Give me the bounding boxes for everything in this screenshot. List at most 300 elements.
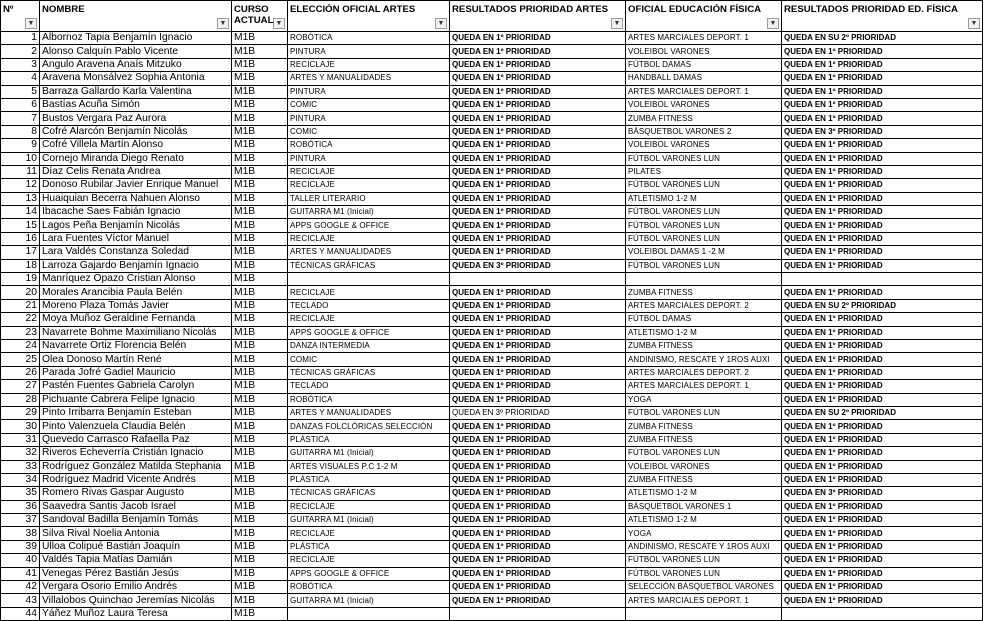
cell-res-artes[interactable]: QUEDA EN 1º PRIORIDAD [450, 380, 626, 393]
cell-res-edfis[interactable]: QUEDA EN 3º PRIORIDAD [782, 487, 983, 500]
cell-res-edfis[interactable]: QUEDA EN 1º PRIORIDAD [782, 165, 983, 178]
cell-res-artes[interactable]: QUEDA EN 1º PRIORIDAD [450, 313, 626, 326]
cell-num[interactable]: 14 [1, 206, 40, 219]
cell-nombre[interactable]: Rodríguez González Matilda Stephania [40, 460, 232, 473]
cell-res-artes[interactable]: QUEDA EN 1º PRIORIDAD [450, 487, 626, 500]
cell-curso[interactable]: M1B [232, 473, 288, 486]
cell-curso[interactable]: M1B [232, 232, 288, 245]
cell-curso[interactable]: M1B [232, 326, 288, 339]
cell-curso[interactable]: M1B [232, 313, 288, 326]
cell-curso[interactable]: M1B [232, 581, 288, 594]
cell-curso[interactable]: M1B [232, 514, 288, 527]
cell-edfis[interactable]: VOLEIBOL DAMAS 1 -2 M [626, 246, 782, 259]
cell-artes[interactable]: RECICLAJE [288, 179, 450, 192]
cell-nombre[interactable]: Saavedra Santis Jacob Israel [40, 500, 232, 513]
cell-curso[interactable]: M1B [232, 165, 288, 178]
cell-curso[interactable]: M1B [232, 393, 288, 406]
cell-res-artes[interactable] [450, 273, 626, 286]
cell-num[interactable]: 39 [1, 540, 40, 553]
cell-artes[interactable] [288, 607, 450, 620]
cell-curso[interactable]: M1B [232, 125, 288, 138]
cell-num[interactable]: 12 [1, 179, 40, 192]
cell-nombre[interactable]: Olea Donoso Martín René [40, 353, 232, 366]
filter-dropdown-icon[interactable]: ▼ [435, 18, 447, 29]
cell-res-edfis[interactable]: QUEDA EN 1º PRIORIDAD [782, 152, 983, 165]
cell-nombre[interactable]: Venegas Pérez Bastián Jesús [40, 567, 232, 580]
cell-edfis[interactable]: ATLETISMO 1-2 M [626, 514, 782, 527]
cell-artes[interactable]: PINTURA [288, 45, 450, 58]
cell-num[interactable]: 9 [1, 139, 40, 152]
cell-artes[interactable]: ROBÓTICA [288, 581, 450, 594]
cell-curso[interactable]: M1B [232, 527, 288, 540]
cell-edfis[interactable]: ATLETISMO 1-2 M [626, 487, 782, 500]
cell-artes[interactable]: APPS GOOGLE & OFFICE [288, 326, 450, 339]
cell-num[interactable]: 18 [1, 259, 40, 272]
cell-artes[interactable]: RECICLAJE [288, 527, 450, 540]
cell-res-edfis[interactable]: QUEDA EN 1º PRIORIDAD [782, 594, 983, 607]
cell-res-artes[interactable]: QUEDA EN 1º PRIORIDAD [450, 299, 626, 312]
cell-edfis[interactable] [626, 273, 782, 286]
cell-artes[interactable] [288, 273, 450, 286]
cell-res-edfis[interactable]: QUEDA EN 1º PRIORIDAD [782, 567, 983, 580]
cell-num[interactable]: 15 [1, 219, 40, 232]
cell-nombre[interactable]: Morales Arancibia Paula Belén [40, 286, 232, 299]
cell-num[interactable]: 23 [1, 326, 40, 339]
filter-dropdown-icon[interactable]: ▼ [273, 18, 285, 29]
cell-num[interactable]: 37 [1, 514, 40, 527]
cell-res-artes[interactable]: QUEDA EN 1º PRIORIDAD [450, 152, 626, 165]
cell-edfis[interactable]: FÚTBOL VARONES LUN [626, 554, 782, 567]
cell-edfis[interactable]: FÚTBOL VARONES LUN [626, 447, 782, 460]
cell-edfis[interactable]: SELECCIÓN BÁSQUETBOL VARONES [626, 581, 782, 594]
cell-artes[interactable]: ROBÓTICA [288, 139, 450, 152]
cell-res-edfis[interactable]: QUEDA EN 1º PRIORIDAD [782, 420, 983, 433]
cell-num[interactable]: 25 [1, 353, 40, 366]
cell-artes[interactable]: ROBÓTICA [288, 32, 450, 45]
cell-nombre[interactable]: Donoso Rubilar Javier Enrique Manuel [40, 179, 232, 192]
cell-edfis[interactable]: VOLEIBOL VARONES [626, 98, 782, 111]
cell-res-artes[interactable]: QUEDA EN 1º PRIORIDAD [450, 554, 626, 567]
column-header-num[interactable] [1, 1, 40, 32]
cell-num[interactable]: 10 [1, 152, 40, 165]
cell-num[interactable]: 42 [1, 581, 40, 594]
cell-res-artes[interactable]: QUEDA EN 1º PRIORIDAD [450, 45, 626, 58]
cell-edfis[interactable] [626, 607, 782, 620]
cell-res-artes[interactable]: QUEDA EN 1º PRIORIDAD [450, 594, 626, 607]
cell-curso[interactable]: M1B [232, 45, 288, 58]
cell-nombre[interactable]: Cofré Alarcón Benjamín Nicolás [40, 125, 232, 138]
cell-edfis[interactable]: YOGA [626, 393, 782, 406]
cell-curso[interactable]: M1B [232, 179, 288, 192]
cell-num[interactable]: 34 [1, 473, 40, 486]
cell-res-edfis[interactable]: QUEDA EN 1º PRIORIDAD [782, 447, 983, 460]
cell-num[interactable]: 13 [1, 192, 40, 205]
cell-res-edfis[interactable]: QUEDA EN 1º PRIORIDAD [782, 219, 983, 232]
cell-artes[interactable]: APPS GOOGLE & OFFICE [288, 219, 450, 232]
cell-artes[interactable]: APPS GOOGLE & OFFICE [288, 567, 450, 580]
cell-artes[interactable]: RECICLAJE [288, 232, 450, 245]
column-header-curso[interactable] [232, 1, 288, 32]
cell-nombre[interactable]: Bastías Acuña Simón [40, 98, 232, 111]
cell-num[interactable]: 29 [1, 406, 40, 419]
cell-nombre[interactable]: Moya Muñoz Geraldine Fernanda [40, 313, 232, 326]
cell-artes[interactable]: ARTES Y MANUALIDADES [288, 72, 450, 85]
cell-res-artes[interactable]: QUEDA EN 1º PRIORIDAD [450, 192, 626, 205]
cell-artes[interactable]: PLÁSTICA [288, 473, 450, 486]
cell-res-artes[interactable]: QUEDA EN 1º PRIORIDAD [450, 112, 626, 125]
cell-res-artes[interactable]: QUEDA EN 1º PRIORIDAD [450, 165, 626, 178]
cell-res-edfis[interactable]: QUEDA EN 1º PRIORIDAD [782, 326, 983, 339]
cell-res-artes[interactable]: QUEDA EN 1º PRIORIDAD [450, 206, 626, 219]
cell-res-edfis[interactable]: QUEDA EN 1º PRIORIDAD [782, 353, 983, 366]
cell-edfis[interactable]: ARTES MARCIALES DEPORT. 2 [626, 366, 782, 379]
cell-res-edfis[interactable]: QUEDA EN 1º PRIORIDAD [782, 246, 983, 259]
cell-edfis[interactable]: FÚTBOL VARONES LUN [626, 179, 782, 192]
cell-res-edfis[interactable]: QUEDA EN 1º PRIORIDAD [782, 58, 983, 71]
cell-edfis[interactable]: ZUMBA FITNESS [626, 112, 782, 125]
cell-num[interactable]: 26 [1, 366, 40, 379]
filter-dropdown-icon[interactable]: ▼ [968, 18, 980, 29]
cell-artes[interactable]: COMIC [288, 98, 450, 111]
cell-nombre[interactable]: Villalobos Quinchao Jeremías Nicolás [40, 594, 232, 607]
cell-edfis[interactable]: HANDBALL DAMAS [626, 72, 782, 85]
cell-num[interactable]: 33 [1, 460, 40, 473]
cell-num[interactable]: 17 [1, 246, 40, 259]
filter-dropdown-icon[interactable]: ▼ [611, 18, 623, 29]
cell-res-edfis[interactable]: QUEDA EN 1º PRIORIDAD [782, 460, 983, 473]
cell-artes[interactable]: RECICLAJE [288, 500, 450, 513]
cell-num[interactable]: 20 [1, 286, 40, 299]
cell-edfis[interactable]: FÚTBOL DAMAS [626, 58, 782, 71]
cell-res-edfis[interactable]: QUEDA EN 1º PRIORIDAD [782, 259, 983, 272]
cell-num[interactable]: 30 [1, 420, 40, 433]
cell-artes[interactable]: TECLADO [288, 380, 450, 393]
cell-artes[interactable]: ARTES Y MANUALIDADES [288, 246, 450, 259]
cell-edfis[interactable]: ZUMBA FITNESS [626, 286, 782, 299]
cell-res-edfis[interactable]: QUEDA EN 1º PRIORIDAD [782, 98, 983, 111]
cell-nombre[interactable]: Riveros Echeverría Cristián Ignacio [40, 447, 232, 460]
cell-res-edfis[interactable] [782, 607, 983, 620]
cell-edfis[interactable]: VOLEIBOL VARONES [626, 45, 782, 58]
cell-res-edfis[interactable]: QUEDA EN 1º PRIORIDAD [782, 540, 983, 553]
cell-res-artes[interactable]: QUEDA EN 3º PRIORIDAD [450, 259, 626, 272]
cell-res-edfis[interactable]: QUEDA EN 1º PRIORIDAD [782, 514, 983, 527]
cell-res-artes[interactable]: QUEDA EN 1º PRIORIDAD [450, 393, 626, 406]
cell-res-artes[interactable]: QUEDA EN 1º PRIORIDAD [450, 139, 626, 152]
cell-res-edfis[interactable]: QUEDA EN 1º PRIORIDAD [782, 139, 983, 152]
cell-res-artes[interactable]: QUEDA EN 1º PRIORIDAD [450, 433, 626, 446]
cell-edfis[interactable]: FÚTBOL VARONES LUN [626, 567, 782, 580]
cell-edfis[interactable]: ARTES MARCIALES DEPORT. 1 [626, 594, 782, 607]
cell-curso[interactable]: M1B [232, 380, 288, 393]
cell-res-edfis[interactable]: QUEDA EN 1º PRIORIDAD [782, 393, 983, 406]
cell-num[interactable]: 4 [1, 72, 40, 85]
cell-res-edfis[interactable]: QUEDA EN 1º PRIORIDAD [782, 527, 983, 540]
cell-edfis[interactable]: ZUMBA FITNESS [626, 473, 782, 486]
cell-res-artes[interactable]: QUEDA EN 1º PRIORIDAD [450, 125, 626, 138]
cell-edfis[interactable]: VOLEIBOL VARONES [626, 139, 782, 152]
cell-edfis[interactable]: FÚTBOL VARONES LUN [626, 152, 782, 165]
cell-curso[interactable]: M1B [232, 206, 288, 219]
cell-res-artes[interactable]: QUEDA EN 1º PRIORIDAD [450, 72, 626, 85]
cell-curso[interactable]: M1B [232, 85, 288, 98]
cell-curso[interactable]: M1B [232, 594, 288, 607]
cell-res-artes[interactable]: QUEDA EN 1º PRIORIDAD [450, 32, 626, 45]
cell-edfis[interactable]: FÚTBOL VARONES LUN [626, 206, 782, 219]
cell-curso[interactable]: M1B [232, 98, 288, 111]
cell-num[interactable]: 32 [1, 447, 40, 460]
cell-curso[interactable]: M1B [232, 460, 288, 473]
filter-dropdown-icon[interactable]: ▼ [767, 18, 779, 29]
cell-curso[interactable]: M1B [232, 219, 288, 232]
cell-res-artes[interactable]: QUEDA EN 1º PRIORIDAD [450, 447, 626, 460]
cell-artes[interactable]: PLÁSTICA [288, 433, 450, 446]
cell-curso[interactable]: M1B [232, 152, 288, 165]
cell-artes[interactable]: RECICLAJE [288, 58, 450, 71]
cell-num[interactable]: 2 [1, 45, 40, 58]
column-header-edfis[interactable] [626, 1, 782, 32]
column-header-res-edfis[interactable] [782, 1, 983, 32]
cell-artes[interactable]: GUITARRA M1 (Inicial) [288, 514, 450, 527]
cell-edfis[interactable]: ZUMBA FITNESS [626, 420, 782, 433]
cell-nombre[interactable]: Cofré Villela Martín Alonso [40, 139, 232, 152]
cell-nombre[interactable]: Angulo Aravena Anaís Mitzuko [40, 58, 232, 71]
cell-nombre[interactable]: Lara Valdés Constanza Soledad [40, 246, 232, 259]
cell-curso[interactable]: M1B [232, 447, 288, 460]
cell-curso[interactable]: M1B [232, 353, 288, 366]
cell-res-edfis[interactable]: QUEDA EN 1º PRIORIDAD [782, 232, 983, 245]
cell-curso[interactable]: M1B [232, 406, 288, 419]
cell-artes[interactable]: PLÁSTICA [288, 540, 450, 553]
cell-curso[interactable]: M1B [232, 366, 288, 379]
cell-curso[interactable]: M1B [232, 540, 288, 553]
cell-num[interactable]: 1 [1, 32, 40, 45]
cell-res-edfis[interactable]: QUEDA EN 1º PRIORIDAD [782, 286, 983, 299]
cell-curso[interactable]: M1B [232, 554, 288, 567]
cell-edfis[interactable]: ATLETISMO 1-2 M [626, 326, 782, 339]
cell-artes[interactable]: PINTURA [288, 85, 450, 98]
cell-res-edfis[interactable]: QUEDA EN 1º PRIORIDAD [782, 179, 983, 192]
cell-curso[interactable]: M1B [232, 420, 288, 433]
cell-edfis[interactable]: YOGA [626, 527, 782, 540]
cell-curso[interactable]: M1B [232, 259, 288, 272]
cell-res-edfis[interactable]: QUEDA EN 1º PRIORIDAD [782, 473, 983, 486]
cell-artes[interactable]: RECICLAJE [288, 286, 450, 299]
cell-edfis[interactable]: ZUMBA FITNESS [626, 433, 782, 446]
cell-res-artes[interactable]: QUEDA EN 3º PRIORIDAD [450, 406, 626, 419]
column-header-res-artes[interactable] [450, 1, 626, 32]
cell-curso[interactable]: M1B [232, 112, 288, 125]
cell-res-edfis[interactable]: QUEDA EN 1º PRIORIDAD [782, 581, 983, 594]
cell-res-edfis[interactable]: QUEDA EN 3º PRIORIDAD [782, 125, 983, 138]
cell-nombre[interactable]: Silva Rival Noelia Antonia [40, 527, 232, 540]
filter-dropdown-icon[interactable]: ▼ [217, 18, 229, 29]
cell-res-edfis[interactable]: QUEDA EN 1º PRIORIDAD [782, 112, 983, 125]
cell-res-artes[interactable]: QUEDA EN 1º PRIORIDAD [450, 527, 626, 540]
cell-nombre[interactable]: Barraza Gallardo Karla Valentina [40, 85, 232, 98]
cell-res-artes[interactable]: QUEDA EN 1º PRIORIDAD [450, 500, 626, 513]
cell-res-edfis[interactable]: QUEDA EN SU 2º PRIORIDAD [782, 406, 983, 419]
cell-res-artes[interactable]: QUEDA EN 1º PRIORIDAD [450, 473, 626, 486]
cell-res-artes[interactable]: QUEDA EN 1º PRIORIDAD [450, 246, 626, 259]
cell-num[interactable]: 11 [1, 165, 40, 178]
cell-num[interactable]: 38 [1, 527, 40, 540]
cell-curso[interactable]: M1B [232, 433, 288, 446]
cell-edfis[interactable]: FÚTBOL VARONES LUN [626, 406, 782, 419]
column-header-nombre[interactable] [40, 1, 232, 32]
cell-edfis[interactable]: ZUMBA FITNESS [626, 339, 782, 352]
cell-num[interactable]: 28 [1, 393, 40, 406]
cell-curso[interactable]: M1B [232, 139, 288, 152]
cell-res-edfis[interactable]: QUEDA EN 1º PRIORIDAD [782, 192, 983, 205]
cell-nombre[interactable]: Bustos Vergara Paz Aurora [40, 112, 232, 125]
cell-nombre[interactable]: Pichuante Cabrera Felipe Ignacio [40, 393, 232, 406]
cell-artes[interactable]: GUITARRA M1 (Inicial) [288, 594, 450, 607]
cell-edfis[interactable]: ATLETISMO 1-2 M [626, 192, 782, 205]
cell-curso[interactable]: M1B [232, 72, 288, 85]
cell-artes[interactable]: PINTURA [288, 112, 450, 125]
cell-nombre[interactable]: Díaz Celis Renata Andrea [40, 165, 232, 178]
cell-artes[interactable]: COMIC [288, 353, 450, 366]
cell-nombre[interactable]: Larroza Gajardo Benjamín Ignacio [40, 259, 232, 272]
cell-artes[interactable]: DANZAS FOLCLÓRICAS SELECCIÓN [288, 420, 450, 433]
cell-curso[interactable]: M1B [232, 58, 288, 71]
cell-curso[interactable]: M1B [232, 487, 288, 500]
cell-curso[interactable]: M1B [232, 286, 288, 299]
cell-nombre[interactable]: Yáñez Muñoz Laura Teresa [40, 607, 232, 620]
cell-res-edfis[interactable]: QUEDA EN 1º PRIORIDAD [782, 339, 983, 352]
cell-artes[interactable]: RECICLAJE [288, 165, 450, 178]
cell-artes[interactable]: ROBÓTICA [288, 393, 450, 406]
cell-res-edfis[interactable]: QUEDA EN 1º PRIORIDAD [782, 366, 983, 379]
cell-edfis[interactable]: BÁSQUETBOL VARONES 1 [626, 500, 782, 513]
cell-res-artes[interactable]: QUEDA EN 1º PRIORIDAD [450, 85, 626, 98]
cell-res-artes[interactable]: QUEDA EN 1º PRIORIDAD [450, 219, 626, 232]
cell-num[interactable]: 16 [1, 232, 40, 245]
cell-edfis[interactable]: FÚTBOL VARONES LUN [626, 232, 782, 245]
cell-nombre[interactable]: Cornejo Miranda Diego Renato [40, 152, 232, 165]
cell-nombre[interactable]: Quevedo Carrasco Rafaella Paz [40, 433, 232, 446]
cell-nombre[interactable]: Manríquez Opazo Cristian Alonso [40, 273, 232, 286]
cell-curso[interactable]: M1B [232, 299, 288, 312]
cell-res-edfis[interactable] [782, 273, 983, 286]
cell-artes[interactable]: ARTES VISUALES P.C 1-2 M [288, 460, 450, 473]
cell-nombre[interactable]: Vergara Osorio Emilio Andrés [40, 581, 232, 594]
cell-num[interactable]: 35 [1, 487, 40, 500]
cell-edfis[interactable]: BÁSQUETBOL VARONES 2 [626, 125, 782, 138]
cell-res-artes[interactable]: QUEDA EN 1º PRIORIDAD [450, 98, 626, 111]
cell-res-artes[interactable]: QUEDA EN 1º PRIORIDAD [450, 581, 626, 594]
cell-num[interactable]: 21 [1, 299, 40, 312]
cell-nombre[interactable]: Alonso Calquín Pablo Vicente [40, 45, 232, 58]
cell-num[interactable]: 7 [1, 112, 40, 125]
cell-res-edfis[interactable]: QUEDA EN 1º PRIORIDAD [782, 380, 983, 393]
cell-curso[interactable]: M1B [232, 192, 288, 205]
cell-curso[interactable]: M1B [232, 273, 288, 286]
cell-res-artes[interactable]: QUEDA EN 1º PRIORIDAD [450, 232, 626, 245]
cell-curso[interactable]: M1B [232, 500, 288, 513]
cell-nombre[interactable]: Rodríguez Madrid Vicente Andrés [40, 473, 232, 486]
cell-res-artes[interactable]: QUEDA EN 1º PRIORIDAD [450, 353, 626, 366]
cell-nombre[interactable]: Moreno Plaza Tomás Javier [40, 299, 232, 312]
cell-artes[interactable]: PINTURA [288, 152, 450, 165]
cell-curso[interactable]: M1B [232, 339, 288, 352]
cell-num[interactable]: 5 [1, 85, 40, 98]
cell-res-edfis[interactable]: QUEDA EN SU 2º PRIORIDAD [782, 32, 983, 45]
cell-nombre[interactable]: Navarrete Ortiz Florencia Belén [40, 339, 232, 352]
cell-num[interactable]: 41 [1, 567, 40, 580]
cell-artes[interactable]: GUITARRA M1 (Inicial) [288, 206, 450, 219]
cell-curso[interactable]: M1B [232, 607, 288, 620]
cell-num[interactable]: 27 [1, 380, 40, 393]
cell-res-artes[interactable] [450, 607, 626, 620]
cell-nombre[interactable]: Huaiquian Becerra Nahuen Alonso [40, 192, 232, 205]
cell-num[interactable]: 44 [1, 607, 40, 620]
cell-res-artes[interactable]: QUEDA EN 1º PRIORIDAD [450, 540, 626, 553]
cell-artes[interactable]: RECICLAJE [288, 554, 450, 567]
cell-num[interactable]: 3 [1, 58, 40, 71]
cell-nombre[interactable]: Pinto Valenzuela Claudia Belén [40, 420, 232, 433]
cell-nombre[interactable]: Sandoval Badilla Benjamín Tomás [40, 514, 232, 527]
cell-res-artes[interactable]: QUEDA EN 1º PRIORIDAD [450, 567, 626, 580]
cell-edfis[interactable]: ARTES MARCIALES DEPORT. 2 [626, 299, 782, 312]
cell-curso[interactable]: M1B [232, 32, 288, 45]
column-header-artes[interactable] [288, 1, 450, 32]
cell-curso[interactable]: M1B [232, 567, 288, 580]
cell-res-edfis[interactable]: QUEDA EN 1º PRIORIDAD [782, 85, 983, 98]
cell-edfis[interactable]: FÚTBOL VARONES LUN [626, 259, 782, 272]
cell-nombre[interactable]: Navarrete Bohme Maximiliano Nicolás [40, 326, 232, 339]
cell-curso[interactable]: M1B [232, 246, 288, 259]
cell-artes[interactable]: RECICLAJE [288, 313, 450, 326]
cell-nombre[interactable]: Lagos Peña Benjamín Nicolás [40, 219, 232, 232]
cell-edfis[interactable]: ARTES MARCIALES DEPORT. 1 [626, 85, 782, 98]
cell-num[interactable]: 19 [1, 273, 40, 286]
cell-edfis[interactable]: ANDINISMO, RESCATE Y 1ROS AUXI [626, 540, 782, 553]
cell-artes[interactable]: TECLADO [288, 299, 450, 312]
cell-res-artes[interactable]: QUEDA EN 1º PRIORIDAD [450, 514, 626, 527]
cell-nombre[interactable]: Aravena Monsálvez Sophia Antonia [40, 72, 232, 85]
cell-nombre[interactable]: Romero Rivas Gaspar Augusto [40, 487, 232, 500]
cell-edfis[interactable]: ANDINISMO, RESCATE Y 1ROS AUXI [626, 353, 782, 366]
cell-nombre[interactable]: Ulloa Colipué Bastián Joaquín [40, 540, 232, 553]
cell-artes[interactable]: GUITARRA M1 (Inicial) [288, 447, 450, 460]
cell-nombre[interactable]: Pastén Fuentes Gabriela Carolyn [40, 380, 232, 393]
cell-num[interactable]: 43 [1, 594, 40, 607]
cell-res-artes[interactable]: QUEDA EN 1º PRIORIDAD [450, 366, 626, 379]
cell-nombre[interactable]: Ibacache Saes Fabián Ignacio [40, 206, 232, 219]
cell-res-artes[interactable]: QUEDA EN 1º PRIORIDAD [450, 58, 626, 71]
cell-res-artes[interactable]: QUEDA EN 1º PRIORIDAD [450, 326, 626, 339]
cell-nombre[interactable]: Parada Jofré Gadiel Mauricio [40, 366, 232, 379]
cell-artes[interactable]: ARTES Y MANUALIDADES [288, 406, 450, 419]
cell-res-artes[interactable]: QUEDA EN 1º PRIORIDAD [450, 420, 626, 433]
cell-num[interactable]: 8 [1, 125, 40, 138]
cell-edfis[interactable]: FÚTBOL DAMAS [626, 313, 782, 326]
cell-edfis[interactable]: VOLEIBOL VARONES [626, 460, 782, 473]
cell-nombre[interactable]: Valdés Tapia Matías Damián [40, 554, 232, 567]
cell-res-edfis[interactable]: QUEDA EN SU 2º PRIORIDAD [782, 299, 983, 312]
cell-artes[interactable]: TÉCNICAS GRÁFICAS [288, 487, 450, 500]
cell-res-artes[interactable]: QUEDA EN 1º PRIORIDAD [450, 179, 626, 192]
cell-artes[interactable]: TALLER LITERARIO [288, 192, 450, 205]
cell-artes[interactable]: TÉCNICAS GRÁFICAS [288, 366, 450, 379]
cell-artes[interactable]: TÉCNICAS GRÁFICAS [288, 259, 450, 272]
cell-nombre[interactable]: Albornoz Tapia Benjamín Ignacio [40, 32, 232, 45]
cell-nombre[interactable]: Lara Fuentes Víctor Manuel [40, 232, 232, 245]
cell-num[interactable]: 22 [1, 313, 40, 326]
cell-res-edfis[interactable]: QUEDA EN 1º PRIORIDAD [782, 500, 983, 513]
